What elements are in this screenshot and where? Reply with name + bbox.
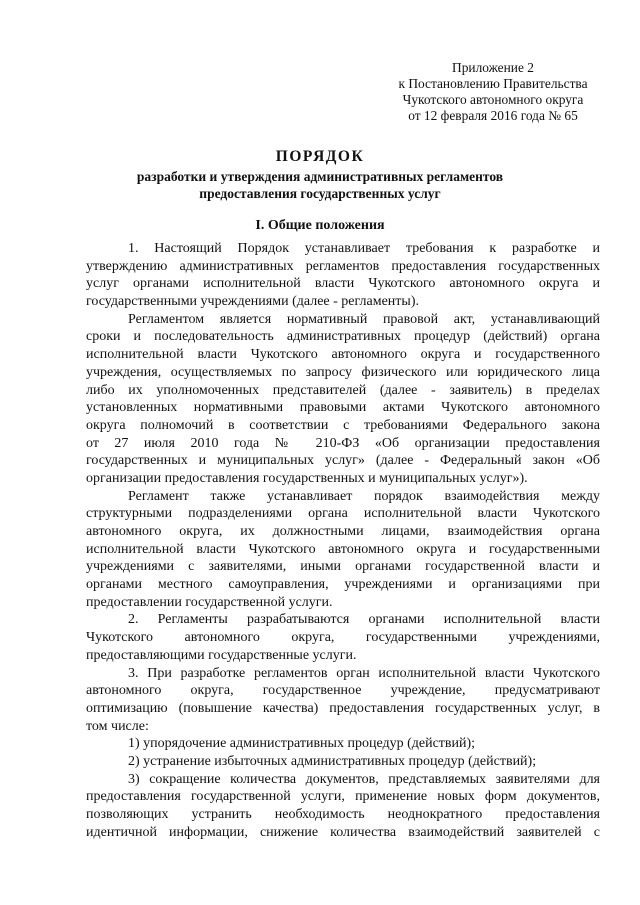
- body-line: от 27 июля 2010 года № 210-ФЗ «Об организации предоставления: [86, 435, 600, 451]
- body-line: позволяющих устранить необходимость неоднократного предоставления: [86, 807, 600, 822]
- body-line: автономного округа, государственное учреждение, предусматривают: [86, 683, 600, 699]
- body-line: государственными учреждениями (далее - регламенты).: [86, 294, 419, 310]
- body-text: [86, 240, 600, 841]
- body-line: структурными подразделениями органа исполнительной власти Чукотского: [86, 506, 600, 522]
- body-line: оптимизацию (повышение качества) предоставления государственных услуг, в: [86, 700, 600, 716]
- section-heading: I. Общие положения: [255, 218, 385, 233]
- body-line: том числе:: [86, 718, 149, 734]
- appendix-line: от 12 февраля 2016 года № 65: [408, 108, 578, 123]
- body-line: 1. Настоящий Порядок устанавливает требования к разработке и: [128, 241, 600, 256]
- body-line: 3. При разработке регламентов орган исполнительной власти Чукотского: [128, 665, 600, 681]
- body-line: исполнительной власти Чукотского автономного округа и государственного: [86, 347, 600, 363]
- body-line: 1) упорядочение административных процедур (действий);: [128, 736, 476, 752]
- body-line: установленных нормативными правовыми актами Чукотского автономного: [86, 400, 600, 416]
- body-line: предоставляющими государственные услуги.: [86, 647, 357, 663]
- body-line: 2. Регламенты разрабатываются органами исполнительной власти: [128, 612, 600, 628]
- appendix-line: Чукотского автономного округа: [402, 92, 584, 107]
- body-line: сроки и последовательность административных процедур (действий) органа: [86, 329, 600, 345]
- body-line: органами местного самоуправления, учреждениями и организациями при: [86, 577, 600, 593]
- appendix-line: к Постановлению Правительства: [398, 76, 588, 91]
- body-line: Чукотского автономного округа, государственными учреждениями,: [86, 630, 600, 646]
- body-line: 2) устранение избыточных административных процедур (действий);: [128, 753, 537, 769]
- body-line: 3) сокращение количества документов, представляемых заявителями для: [128, 771, 600, 787]
- body-line: идентичной информации, снижение количества взаимодействий заявителей с: [86, 824, 600, 840]
- body-line: автономного округа, их должностными лицами, взаимодействия органа: [86, 524, 600, 539]
- subtitle-line: разработки и утверждения административных регламентов: [136, 169, 504, 184]
- body-line: государственных и муниципальных услуг» (далее - Федеральный закон «Об: [86, 453, 600, 469]
- body-line: Регламент также устанавливает порядок взаимодействия между: [128, 488, 600, 504]
- body-line: услуг органами исполнительной власти Чукотского автономного округа и: [86, 276, 600, 292]
- body-line: исполнительной власти Чукотского автономного округа и государственными: [86, 541, 600, 557]
- appendix-header: [388, 60, 598, 124]
- body-line: учреждениями с заявителями, иными органами государственной власти и: [86, 559, 600, 575]
- body-line: организации предоставления государственных и муниципальных услуг»).: [86, 470, 528, 486]
- body-line: Регламентом является нормативный правовой акт, устанавливающий: [128, 311, 600, 327]
- body-line: утверждению административных регламентов предоставления государственных: [86, 258, 600, 274]
- body-line: предоставлении государственной услуги.: [86, 594, 333, 610]
- subtitle-line: предоставления государственных услуг: [199, 186, 441, 201]
- body-line: либо их уполномоченных представителей (далее - заявитель) в пределах: [86, 382, 600, 398]
- document-subtitle: [90, 168, 550, 202]
- document-title: ПОРЯДОК: [275, 148, 365, 165]
- body-line: округа полномочий в соответствии с требованиями Федерального закона: [86, 417, 600, 433]
- appendix-line: Приложение 2: [452, 60, 534, 75]
- body-line: учреждения, осуществляемых по запросу физического или юридического лица: [86, 364, 600, 380]
- body-line: предоставления государственной услуги, применение новых форм документов,: [86, 789, 600, 805]
